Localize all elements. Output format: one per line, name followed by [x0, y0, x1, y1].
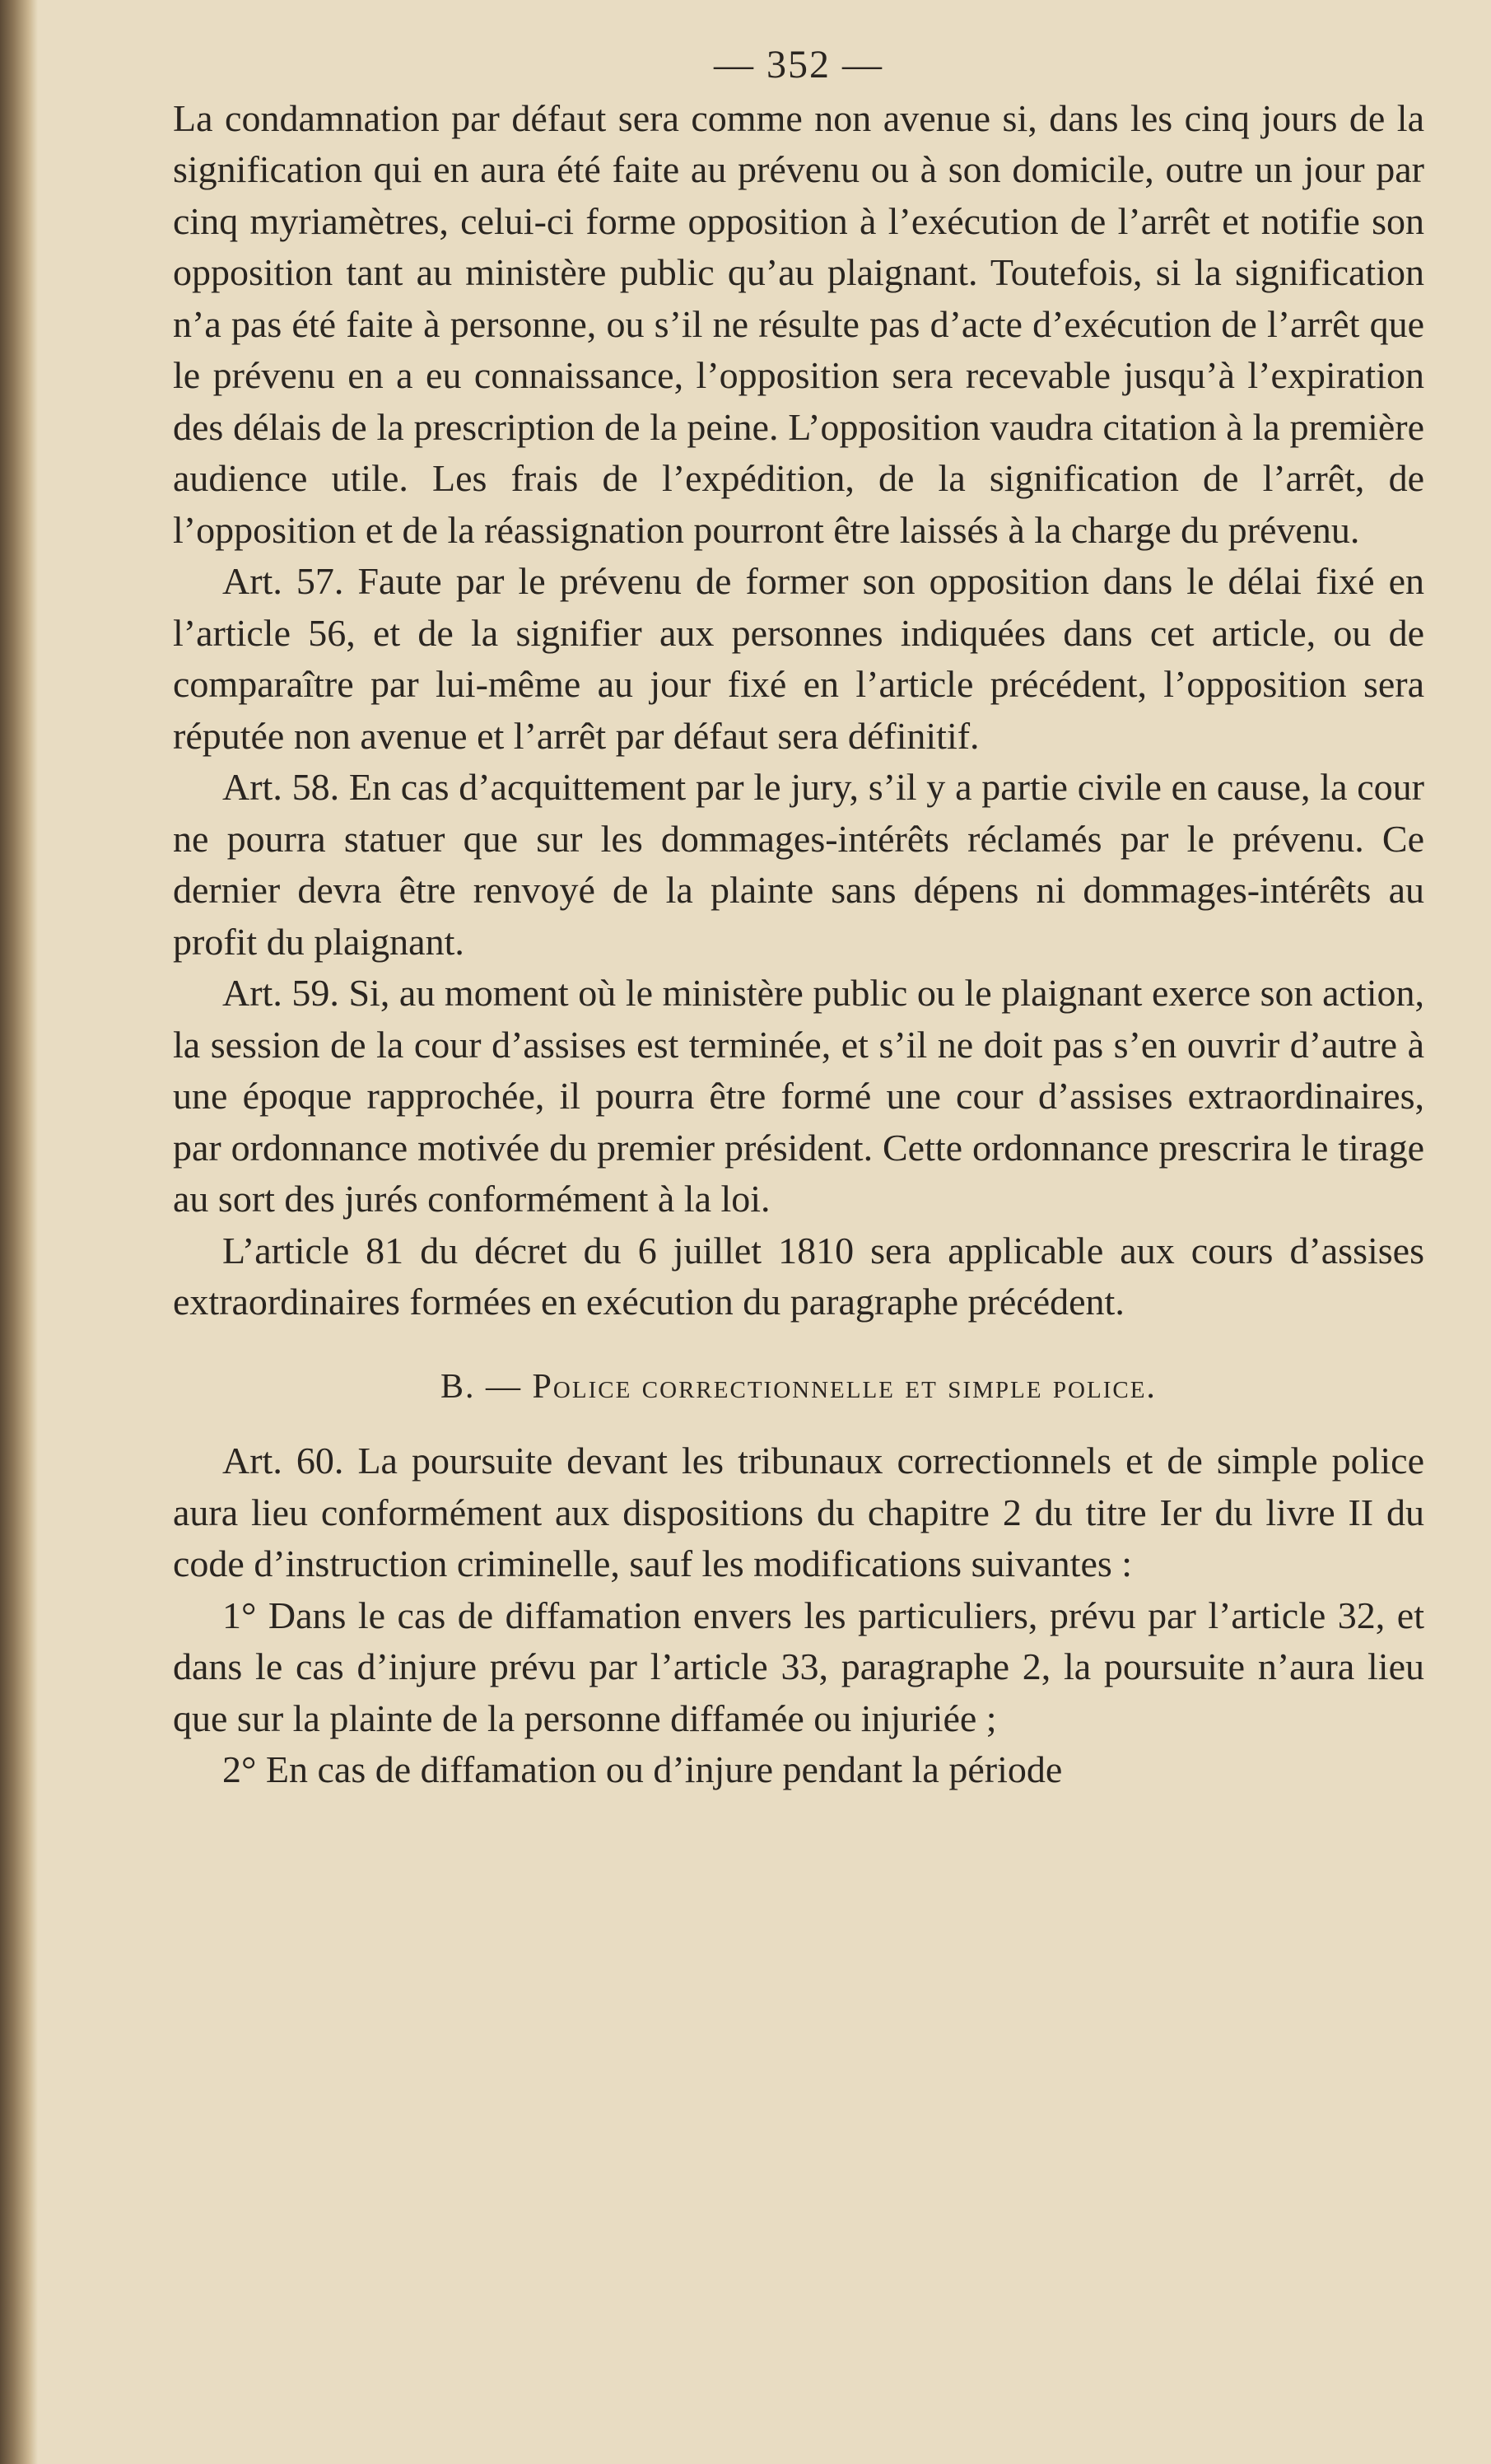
page-text [173, 40, 1424, 1796]
paragraph-article-58: Art. 58. En cas d’acquittement par le jury, s’il y a partie civile en cause, la cour ne pourra statuer que sur les dommages-intérêts réclamés par le prévenu. Ce dernier devra être renvoyé de la plainte sans dépens ni dommages-intérêts au profit du plaignant. [173, 766, 1424, 963]
paragraph-article-57: Art. 57. Faute par le prévenu de former son opposition dans le délai fixé en l’article 56, et de la signifier aux personnes indiquées dans cet article, ou de comparaître par lui-même au jour fixé en l’article précédent, l’opposition sera réputée non avenue et l’arrêt par défaut sera définitif. [173, 560, 1424, 757]
page-number: — 352 — [714, 43, 883, 86]
paragraph-article-59: Art. 59. Si, au moment où le ministère public ou le plaignant exerce son action, la session de la cour d’assises est terminée, et s’il ne doit pas s’en ouvrir d’autre à une époque rapprochée, il pourra être formé une cour d’assises extraordinaires, par ordonnance motivée du premier président. Cette ordonnance prescrira le tirage au sort des jurés conformément à la loi. [173, 972, 1424, 1220]
section-heading: B. — Police correctionnelle et simple police. [440, 1367, 1157, 1406]
paragraph-article-60: Art. 60. La poursuite devant les tribunaux correctionnels et de simple police aura lieu conformément aux dispositions du chapitre 2 du titre Ier du livre II du code d’instruction criminelle, sauf les modifications suivantes : [173, 1440, 1424, 1584]
paragraph-article-59-extra: L’article 81 du décret du 6 juillet 1810 sera applicable aux cours d’assises extraordinaires formées en exécution du paragraphe précédent. [173, 1229, 1424, 1323]
page-binding-edge [0, 0, 38, 2464]
paragraph-article-56-continuation: La condamnation par défaut sera comme non avenue si, dans les cinq jours de la signification qui en aura été faite au prévenu ou à son domicile, outre un jour par cinq myriamètres, celui-ci forme opposition à l’exécution de l’arrêt et notifie son opposition tant au ministère public qu’au plaignant. Toutefois, si la signification n’a pas été faite à personne, ou s’il ne résulte pas d’acte d’exécution de l’arrêt que le prévenu en a eu connaissance, l’opposition sera recevable jusqu’à l’expiration des délais de la prescription de la peine. L’opposition vaudra citation à la première audience utile. Les frais de l’expédition, de la signification de l’arrêt, de l’opposition et de la réassignation pourront être laissés à la charge du prévenu. [173, 96, 1424, 551]
paragraph-item-1: 1° Dans le cas de diffamation envers les particuliers, prévu par l’article 32, et dans le cas d’injure prévu par l’article 33, paragraphe 2, la poursuite n’aura lieu que sur la plainte de la personne diffamée ou injuriée ; [173, 1594, 1424, 1739]
paragraph-item-2: 2° En cas de diffamation ou d’injure pendant la période [222, 1748, 1063, 1790]
